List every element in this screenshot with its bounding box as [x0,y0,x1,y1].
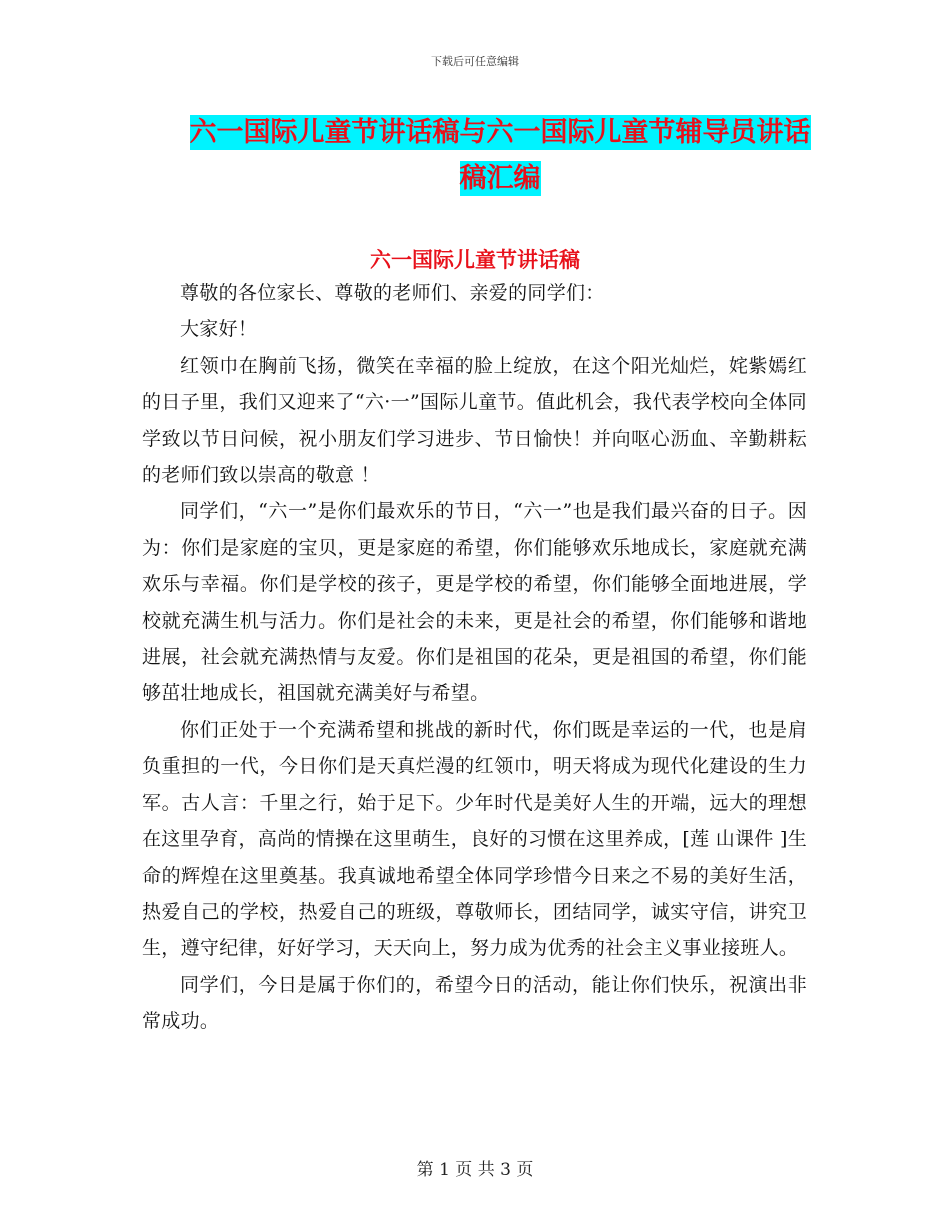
paragraph-greeting: 大家好！ [180,318,258,341]
section-title: 六一国际儿童节讲话稿 [370,248,580,272]
paragraph-salutation: 尊敬的各位家长、尊敬的老师们、亲爱的同学们： [180,282,605,304]
paragraph: 同学们，“六一”是你们最欢乐的节日，“六一”也是我们最兴奋的日子。因为：你们是家庭的宝贝，更是家庭的希望，你们能够欢乐地成长，家庭就充满欢乐与幸福。你们是学校的孩子，更是学校的希望，你们能够全面地进展，学校就充满生机与活力。你们是社会的未来，更是社会的希望，你们能够和谐地进展，社会就充满热情与友爱。你们是祖国的花朵，更是祖国的希望，你们能够茁壮地成长，祖国就充满美好与希望。 [142,500,807,705]
page-footer: 第 1 页 共 3 页 [416,1160,534,1180]
paragraph: 同学们，今日是属于你们的，希望今日的活动，能让你们快乐，祝演出非常成功。 [142,973,807,1033]
paragraph: 红领巾在胸前飞扬，微笑在幸福的脸上绽放，在这个阳光灿烂，姹紫嫣红的日子里，我们又迎来了“六·一”国际儿童节。值此机会，我代表学校向全体同学致以节日问候，祝小朋友们学习进步、节日愉快！并向呕心沥血、辛勤耕耘的老师们致以崇高的敬意 ！ [142,354,807,487]
body-text [142,275,807,1040]
document-title-line2: 稿汇编 [459,163,541,194]
document-title-line1: 六一国际儿童节讲话稿与六一国际儿童节辅导员讲话 [189,117,811,148]
header-note: 下载后可任意编辑 [431,55,519,68]
paragraph: 你们正处于一个充满希望和挑战的新时代，你们既是幸运的一代，也是肩负重担的一代，今日你们是天真烂漫的红领巾，明天将成为现代化建设的生力军。古人言：千里之行，始于足下。少年时代是美好人生的开端，远大的理想在这里孕育，高尚的情操在这里萌生，良好的习惯在这里养成，[莲 山课件 ]生命的辉煌在这里奠基。我真诚地希望全体同学珍惜今日来之不易的美好生活，热爱自己的学校，热爱自己的班级，尊敬师长，团结同学，诚实守信，讲究卫生，遵守纪律，好好学习，天天向上，努力成为优秀的社会主义事业接班人。 [142,718,808,960]
document-title [140,110,860,202]
